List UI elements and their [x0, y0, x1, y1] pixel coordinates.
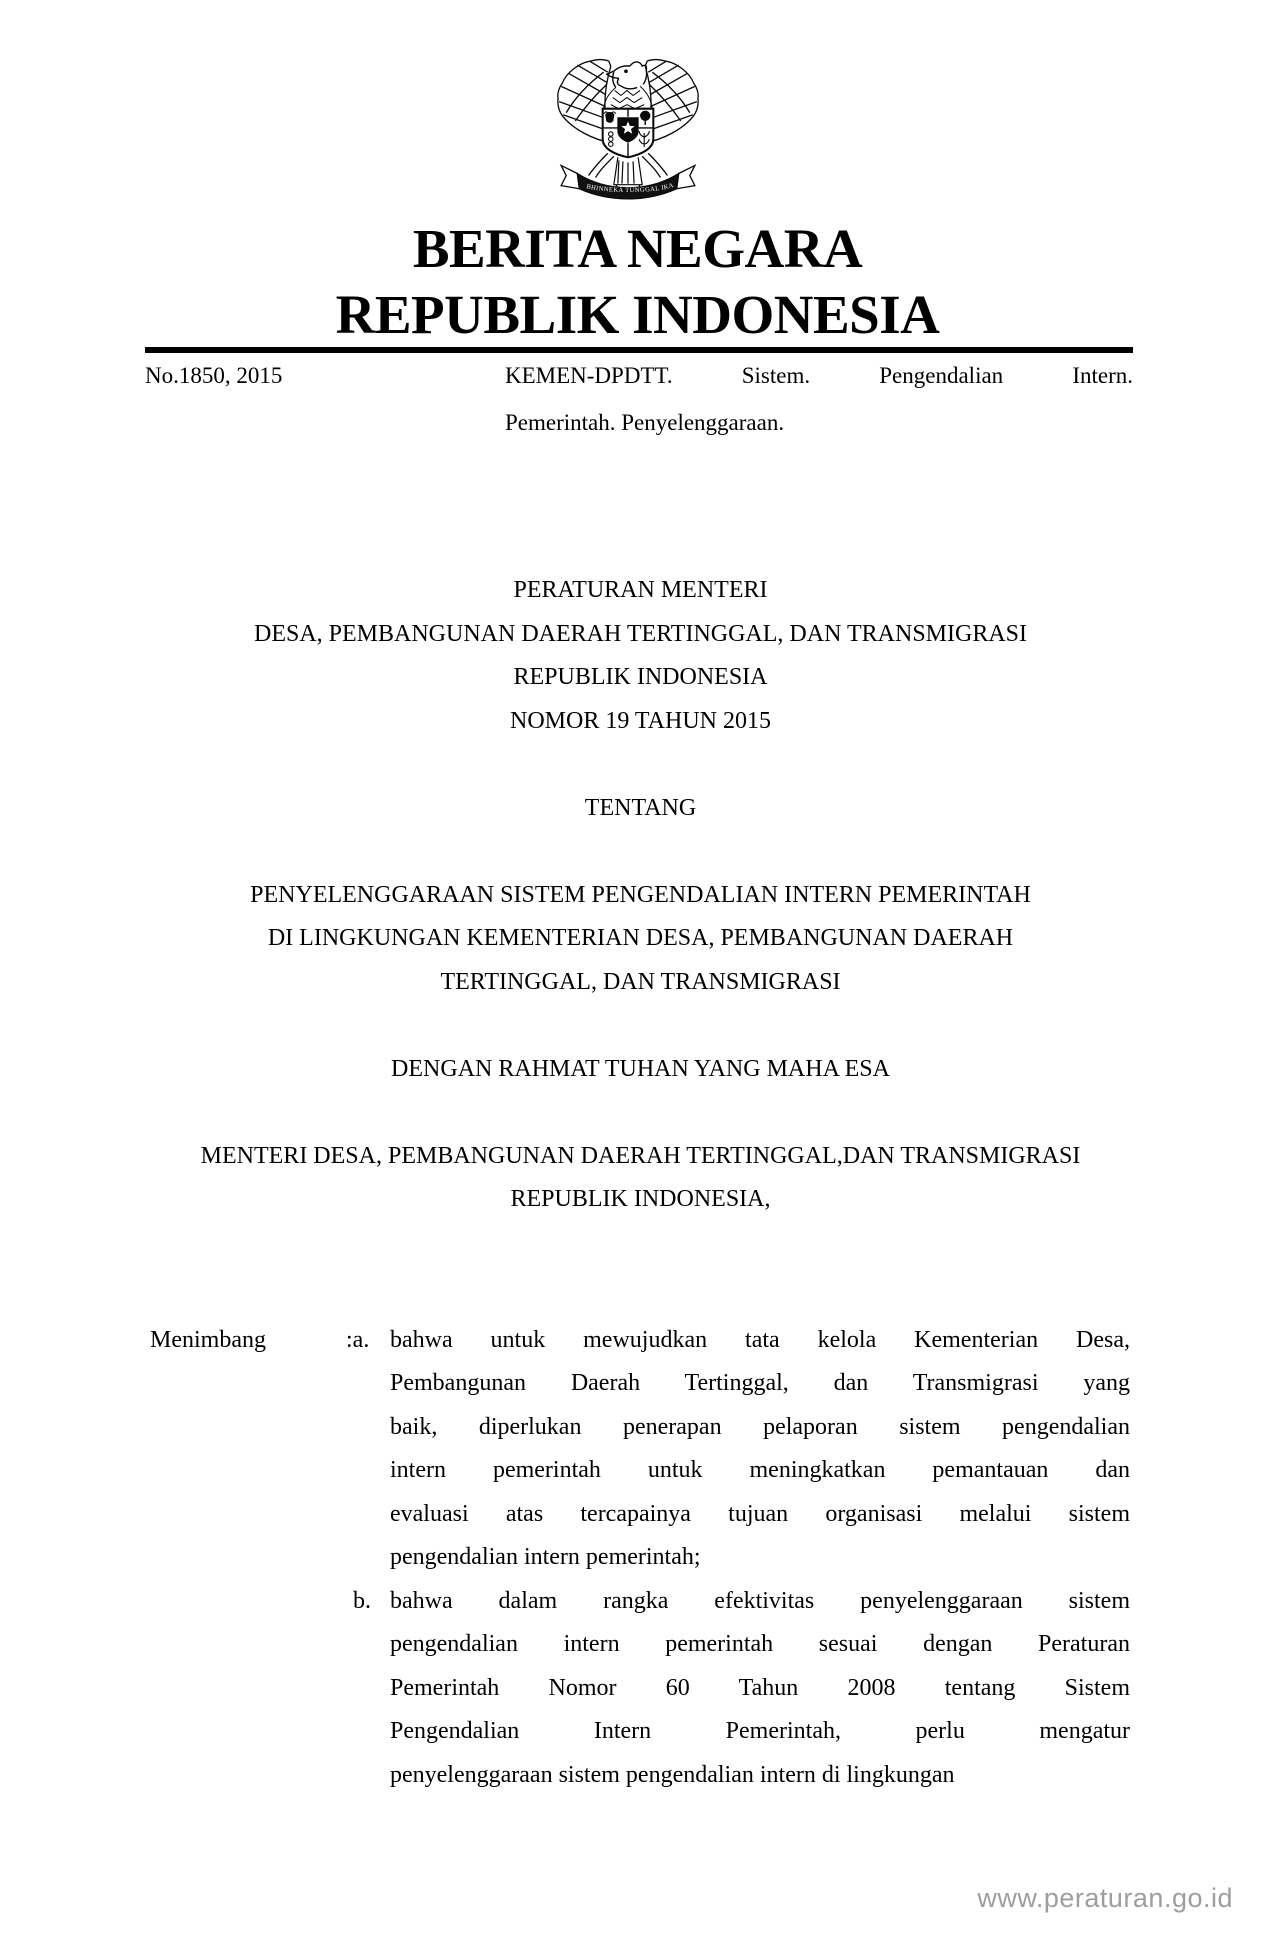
consider-line: bahwa dalam rangka efektivitas penyelenggaraan sistem — [390, 1587, 1130, 1614]
regulation-heading-line: PERATURAN MENTERI — [513, 577, 768, 603]
footer-watermark: www.peraturan.go.id — [977, 1883, 1233, 1913]
regulation-heading-line: DESA, PEMBANGUNAN DAERAH TERTINGGAL, DAN TRANSMIGRASI — [253, 620, 1028, 647]
considerations-label: Menimbang — [150, 1326, 266, 1353]
consider-line: pengendalian intern pemerintah; — [390, 1544, 701, 1570]
considerations-section — [150, 1319, 1131, 1798]
consider-line: Pemerintah Nomor 60 Tahun 2008 tentang Sistem — [390, 1674, 1130, 1701]
regulation-subject-line: DI LINGKUNGAN KEMENTERIAN DESA, PEMBANGUNAN DAERAH — [267, 925, 1014, 951]
regulation-number-line: NOMOR 19 TAHUN 2015 — [510, 707, 771, 734]
garuda-pancasila-emblem — [551, 56, 705, 210]
masthead-title-line2: REPUBLIK INDONESIA — [335, 284, 940, 345]
masthead-title-line1: BERITA NEGARA — [412, 218, 863, 279]
consideration-item-a — [150, 1319, 1131, 1580]
consider-line: pengendalian intern pemerintah sesuai dengan Peraturan — [390, 1631, 1130, 1657]
regulation-subject-line: TERTINGGAL, DAN TRANSMIGRASI — [440, 968, 841, 995]
regulation-subject-line: PENYELENGGARAAN SISTEM PENGENDALIAN INTERN PEMERINTAH — [250, 881, 1031, 908]
consider-line: penyelenggaraan sistem pengendalian intern di lingkungan — [390, 1761, 955, 1788]
document-body — [150, 569, 1131, 1797]
authority-line: MENTERI DESA, PEMBANGUNAN DAERAH TERTINGGAL,DAN TRANSMIGRASI — [200, 1142, 1081, 1169]
docket-row — [145, 352, 1133, 446]
consider-line: evaluasi atas tercapainya tujuan organisasi melalui sistem — [390, 1500, 1130, 1527]
consideration-item-b — [150, 1580, 1131, 1798]
consider-line: Pengendalian Intern Pemerintah, perlu mengatur — [390, 1718, 1130, 1744]
consider-line: bahwa untuk mewujudkan tata kelola Kementerian Desa, — [390, 1326, 1130, 1353]
docket-subject-line: KEMEN-DPDTT. Sistem. Pengendalian Intern. — [505, 363, 1133, 388]
tentang-label: TENTANG — [584, 794, 697, 821]
invocation-line: DENGAN RAHMAT TUHAN YANG MAHA ESA — [391, 1055, 890, 1082]
consider-line: Pembangunan Daerah Tertinggal, dan Transmigrasi yang — [390, 1370, 1130, 1396]
docket-subject-line: Pemerintah. Penyelenggaraan. — [505, 410, 785, 435]
emblem-banner-text: BHINNEKA TUNGGAL IKA — [585, 181, 675, 195]
item-marker: :a. — [346, 1326, 370, 1353]
authority-line: REPUBLIK INDONESIA, — [510, 1186, 771, 1212]
masthead — [0, 216, 1275, 348]
regulation-heading-line: REPUBLIK INDONESIA — [513, 664, 768, 690]
item-text — [390, 1319, 1130, 1580]
consider-line: baik, diperlukan penerapan pelaporan sistem pengendalian — [390, 1413, 1130, 1440]
docket-subject — [505, 352, 1133, 446]
item-text — [390, 1580, 1130, 1798]
item-marker: b. — [353, 1587, 371, 1614]
docket-number: No.1850, 2015 — [145, 363, 283, 388]
consider-line: intern pemerintah untuk meningkatkan pemantauan dan — [390, 1457, 1130, 1483]
